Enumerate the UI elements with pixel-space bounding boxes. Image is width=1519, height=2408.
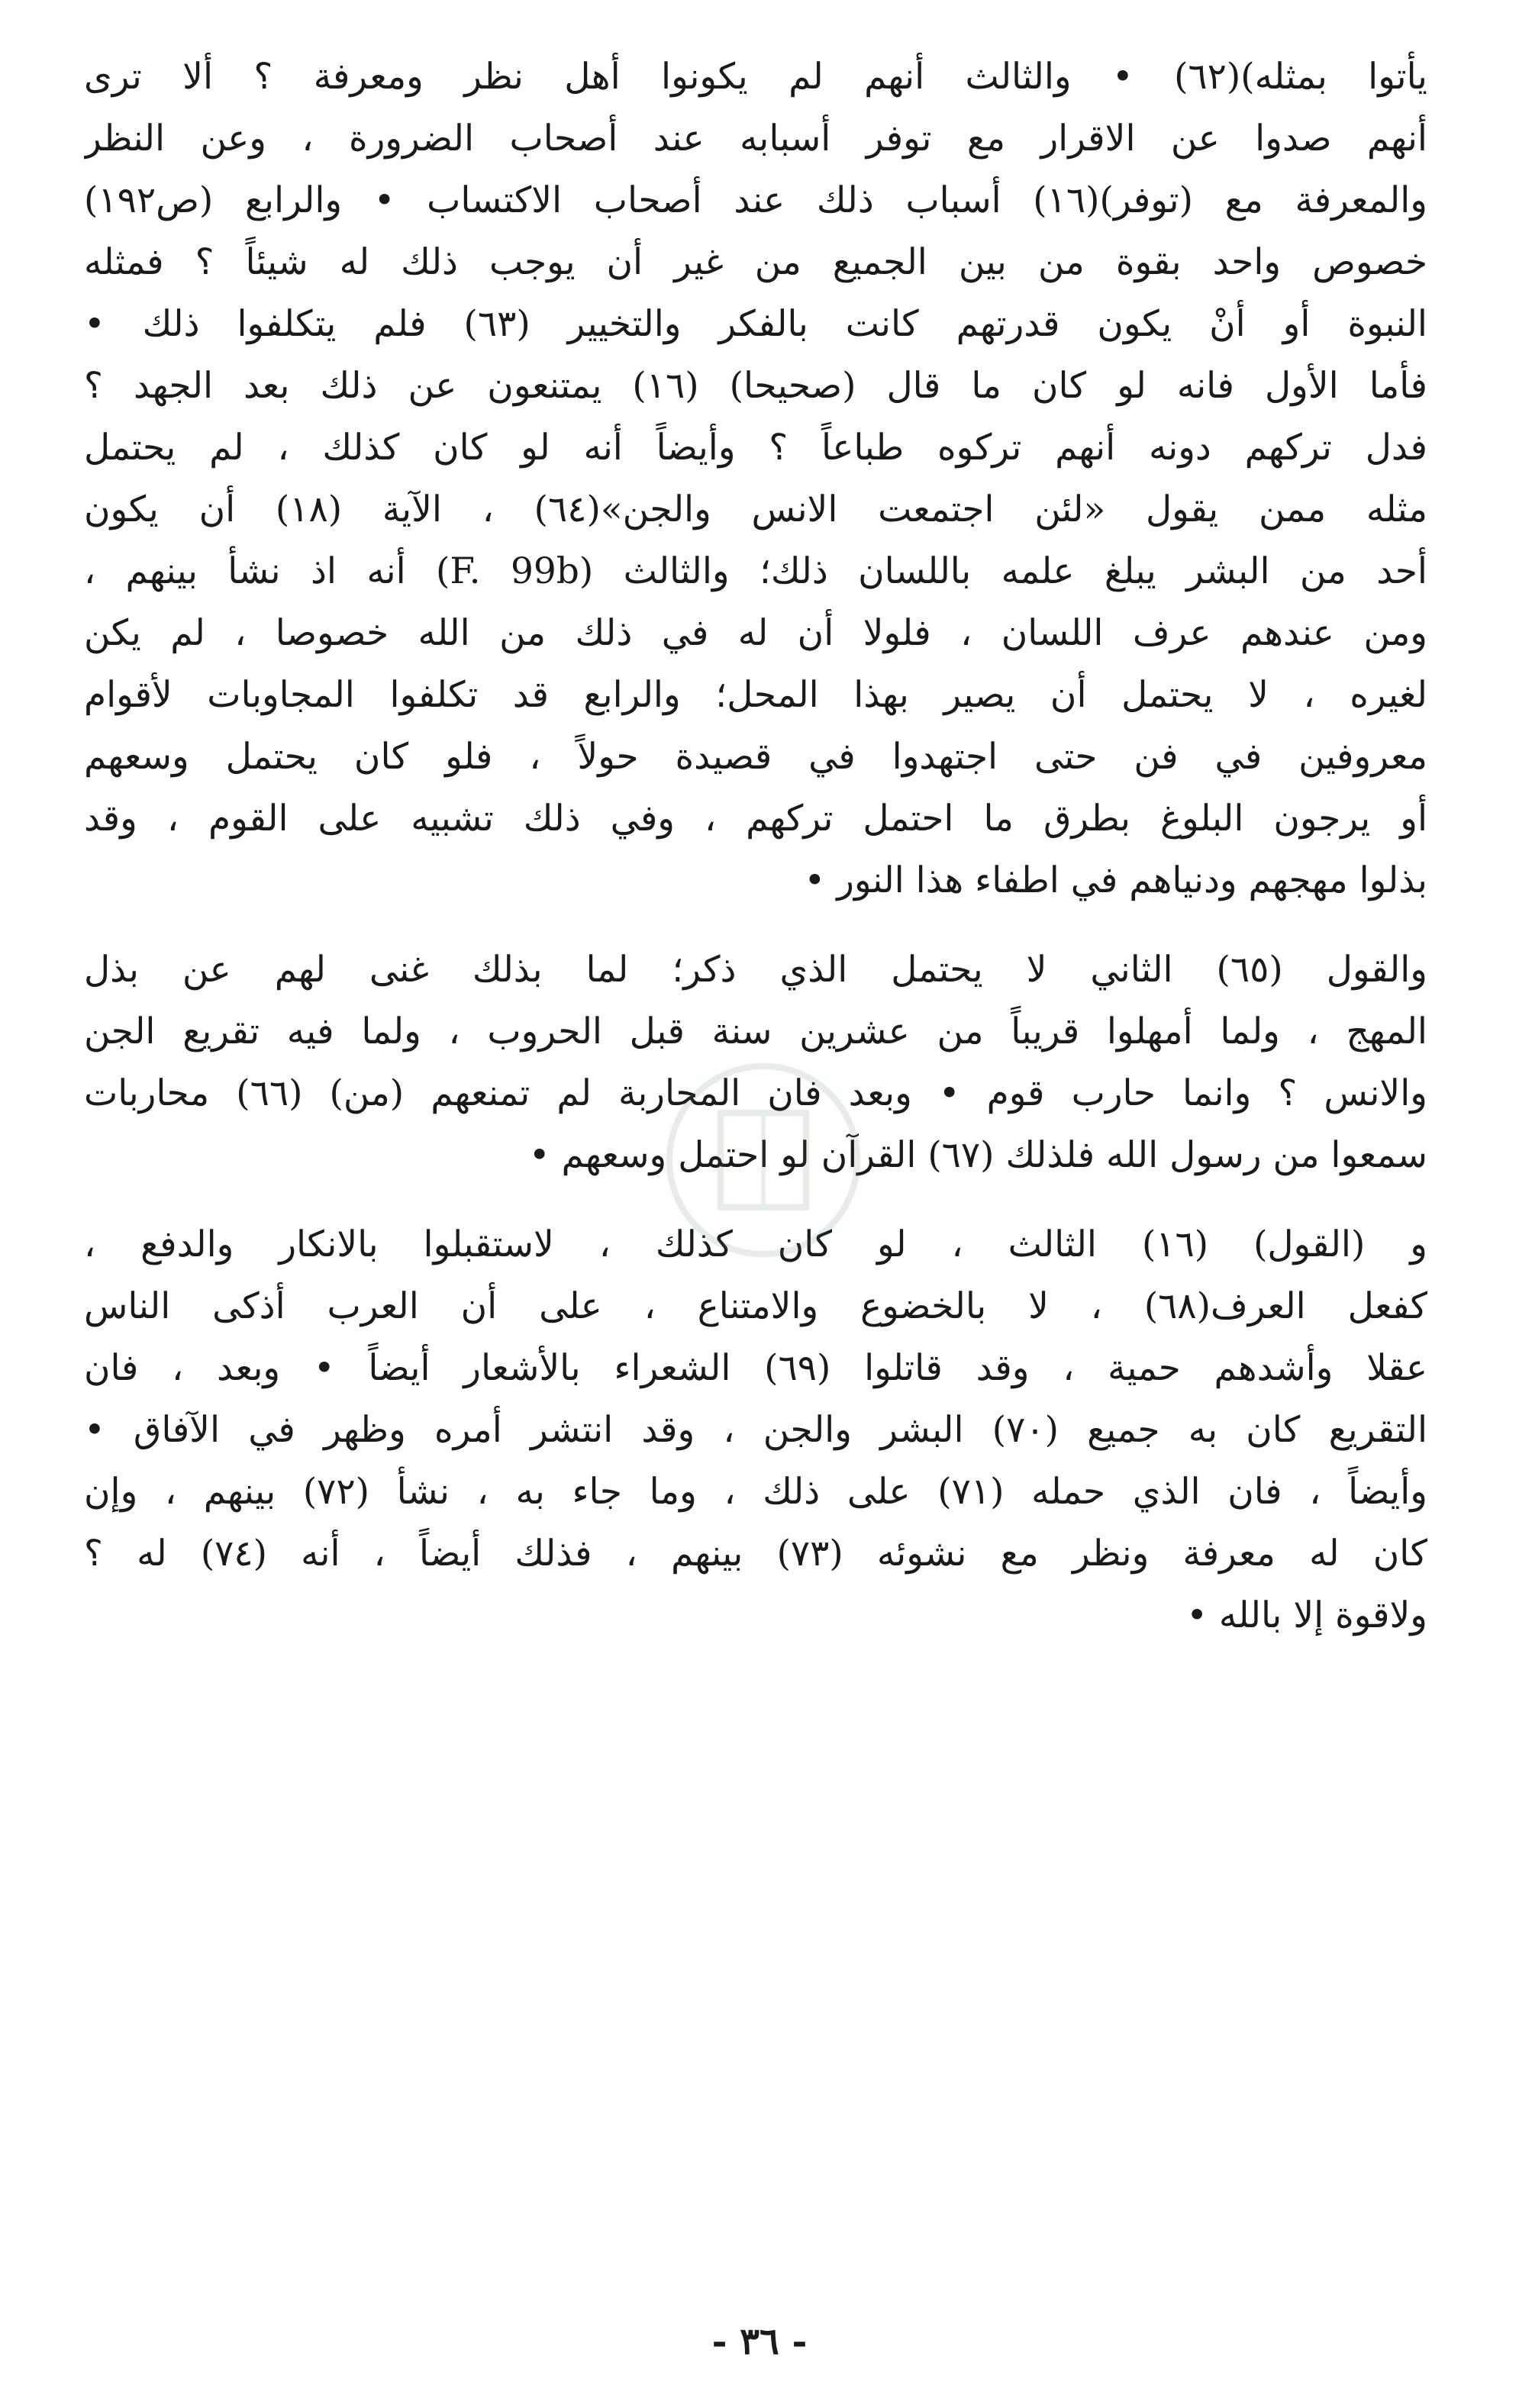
paragraph-3 xyxy=(84,1214,1427,1646)
text-line: والقول (٦٥) الثاني لا يحتمل الذي ذكر؛ لما بذلك غنى لهم عن بذل xyxy=(84,949,1427,991)
text-line: كان له معرفة ونظر مع نشوئه (٧٣) بينهم ، فذلك أيضاً ، أنه (٧٤) له ؟ xyxy=(84,1533,1427,1575)
text-line: و (القول) (١٦) الثالث ، لو كان كذلك ، لاستقبلوا بالانكار والدفع ، xyxy=(84,1223,1427,1265)
text-line: فأما الأول فانه لو كان ما قال (صحيحا) (١٦) يمتنعون عن ذلك بعد الجهد ؟ xyxy=(84,365,1427,407)
text-line: وأيضاً ، فان الذي حمله (٧١) على ذلك ، وما جاء به ، نشأ (٧٢) بينهم ، وإن xyxy=(84,1471,1427,1513)
text-line: معروفين في فن حتى اجتهدوا في قصيدة حولاً ، فلو كان يحتمل وسعهم xyxy=(84,736,1427,778)
text-line: فدل تركهم دونه أنهم تركوه طباعاً ؟ وأيضاً أنه لو كان كذلك ، لم يحتمل xyxy=(84,427,1427,469)
paragraph-2 xyxy=(84,939,1427,1186)
text-line: يأتوا بمثله)(٦٢) • والثالث أنهم لم يكونوا أهل نظر ومعرفة ؟ ألا ترى xyxy=(84,56,1427,98)
paragraph-1 xyxy=(84,46,1427,911)
text-line: كفعل العرف(٦٨) ، لا بالخضوع والامتناع ، على أن العرب أذكى الناس xyxy=(84,1285,1427,1327)
text-line: عقلا وأشدهم حمية ، وقد قاتلوا (٦٩) الشعراء بالأشعار أيضاً • وبعد ، فان xyxy=(84,1347,1427,1389)
text-line: والانس ؟ وانما حارب قوم • وبعد فان المحاربة لم تمنعهم (من) (٦٦) محاربات xyxy=(84,1072,1427,1114)
text-line: خصوص واحد بقوة من بين الجميع من غير أن يوجب ذلك له شيئاً ؟ فمثله xyxy=(84,241,1427,283)
page-number: - ٣٦ - xyxy=(711,2320,808,2363)
text-line: ومن عندهم عرف اللسان ، فلولا أن له في ذلك من الله خصوصا ، لم يكن xyxy=(84,612,1427,654)
text-line: أحد من البشر يبلغ علمه باللسان ذلك؛ والثالث (F. 99b) أنه اذ نشأ بينهم ، xyxy=(84,550,1427,592)
text-line: أنهم صدوا عن الاقرار مع توفر أسبابه عند أصحاب الضرورة ، وعن النظر xyxy=(84,118,1427,160)
text-line: مثله ممن يقول «لئن اجتمعت الانس والجن»(٦٤) ، الآية (١٨) أن يكون xyxy=(84,488,1427,530)
page-body xyxy=(84,46,1427,1646)
text-line: التقريع كان به جميع (٧٠) البشر والجن ، وقد انتشر أمره وظهر في الآفاق • xyxy=(84,1409,1427,1451)
text-line: ولاقوة إلا بالله • xyxy=(1186,1594,1427,1636)
text-line: أو يرجون البلوغ بطرق ما احتمل تركهم ، وفي ذلك تشبيه على القوم ، وقد xyxy=(84,798,1427,840)
text-line: والمعرفة مع (توفر)(١٦) أسباب ذلك عند أصحاب الاكتساب • والرابع (ص١٩٢) xyxy=(84,179,1427,221)
text-line: لغيره ، لا يحتمل أن يصير بهذا المحل؛ والرابع قد تكلفوا المجاوبات لأقوام xyxy=(84,674,1427,716)
text-line: النبوة أو أنْ يكون قدرتهم كانت بالفكر والتخيير (٦٣) فلم يتكلفوا ذلك • xyxy=(84,303,1427,345)
text-line: سمعوا من رسول الله فلذلك (٦٧) القرآن لو احتمل وسعهم • xyxy=(528,1134,1427,1176)
text-line: المهج ، ولما أمهلوا قريباً من عشرين سنة قبل الحروب ، ولما فيه تقريع الجن xyxy=(84,1011,1427,1052)
text-line: بذلوا مهجهم ودنياهم في اطفاء هذا النور • xyxy=(804,859,1427,901)
